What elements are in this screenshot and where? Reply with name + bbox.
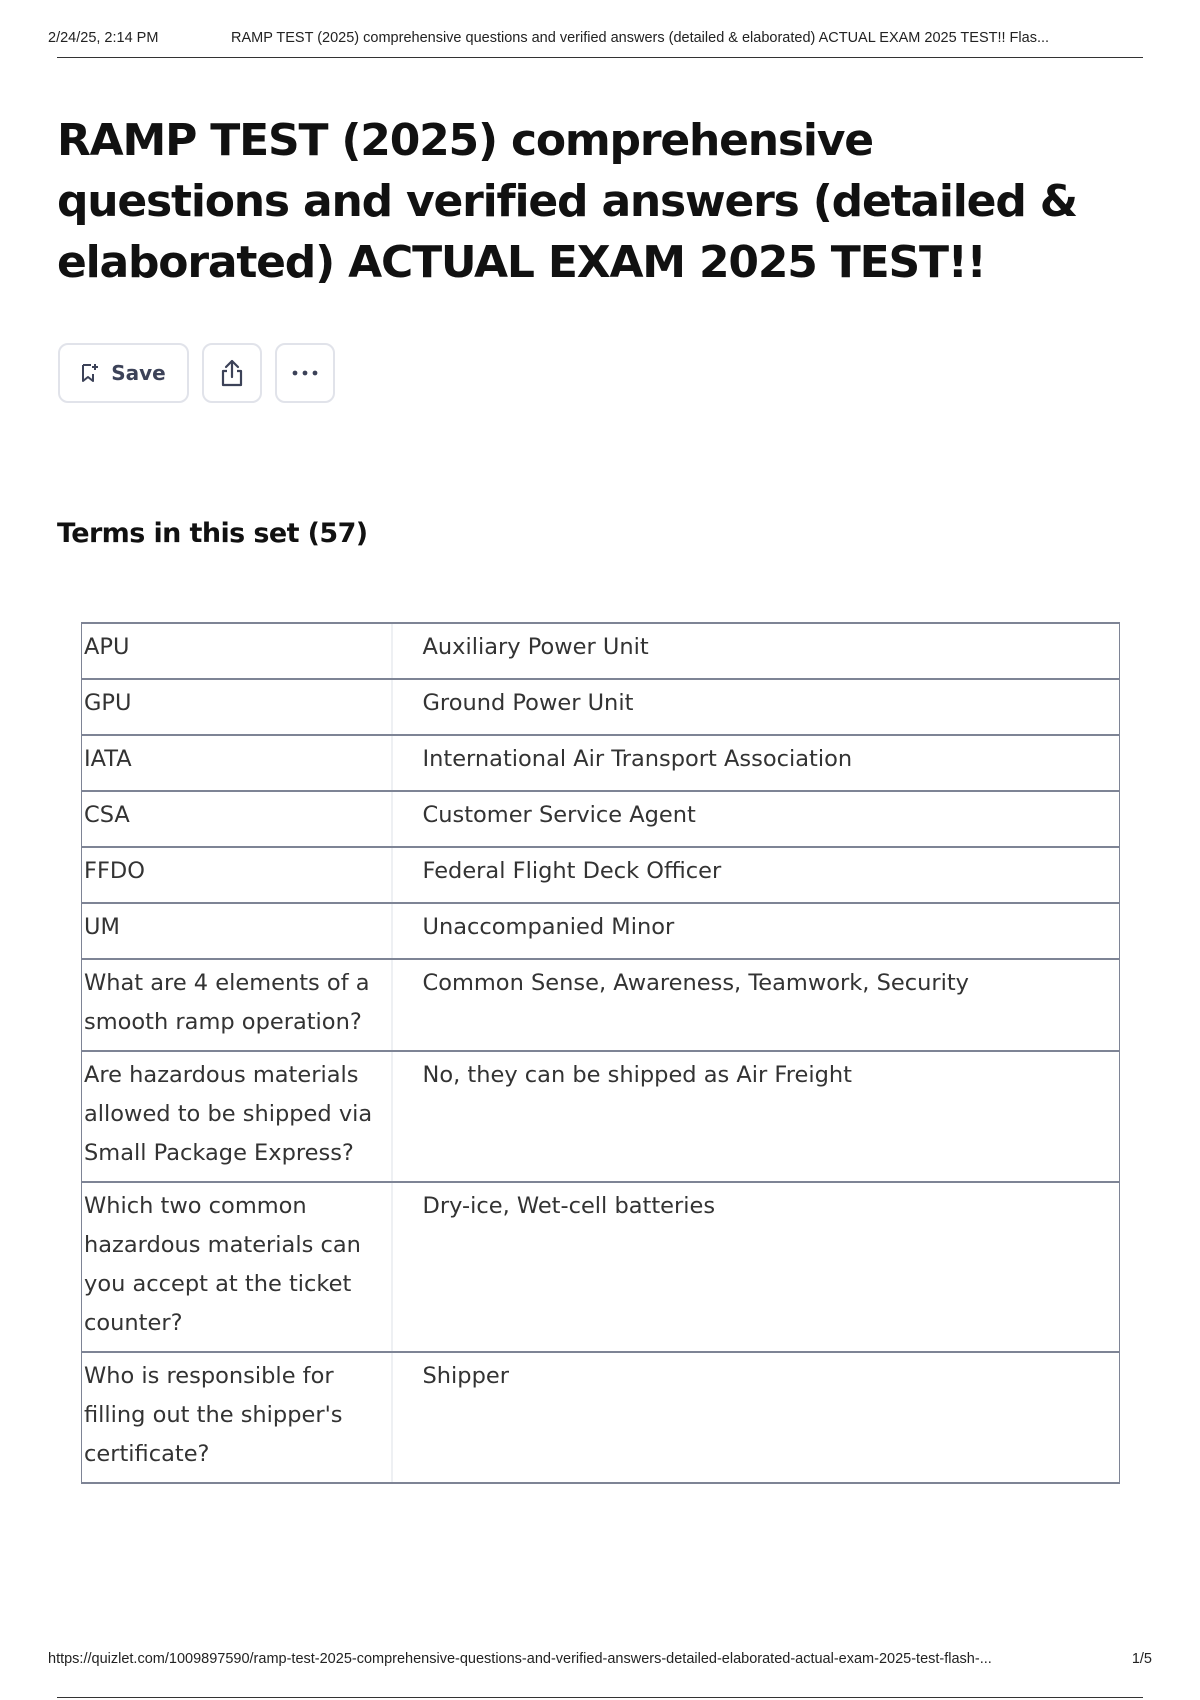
table-row — [82, 903, 1120, 959]
table-row — [82, 959, 1120, 1051]
term-cell: GPU — [82, 679, 392, 735]
definition-cell: Auxiliary Power Unit — [392, 623, 1120, 679]
term-cell: FFDO — [82, 847, 392, 903]
bookmark-plus-icon — [81, 363, 99, 383]
definition-cell: No, they can be shipped as Air Freight — [392, 1051, 1120, 1182]
term-cell: Which two common hazardous materials can you accept at the ticket counter? — [82, 1182, 392, 1352]
term-cell: CSA — [82, 791, 392, 847]
save-button[interactable] — [58, 343, 189, 403]
definition-cell: Dry-ice, Wet-cell batteries — [392, 1182, 1120, 1352]
more-button[interactable] — [275, 343, 335, 403]
table-row — [82, 735, 1120, 791]
footer-divider — [57, 1697, 1143, 1698]
share-icon — [218, 358, 246, 388]
definition-cell: Customer Service Agent — [392, 791, 1120, 847]
table-row — [82, 791, 1120, 847]
save-button-label: Save — [111, 361, 166, 385]
table-row — [82, 1352, 1120, 1483]
definition-cell: Shipper — [392, 1352, 1120, 1483]
table-row — [82, 623, 1120, 679]
share-button[interactable] — [202, 343, 262, 403]
term-cell: Are hazardous materials allowed to be shipped via Small Package Express? — [82, 1051, 392, 1182]
terms-count-heading: Terms in this set (57) — [57, 518, 368, 549]
action-bar — [58, 343, 348, 403]
table-row — [82, 1182, 1120, 1352]
more-horizontal-icon — [291, 369, 319, 377]
term-cell: UM — [82, 903, 392, 959]
term-cell: Who is responsible for filling out the shipper's certificate? — [82, 1352, 392, 1483]
table-row — [82, 847, 1120, 903]
definition-cell: Federal Flight Deck Officer — [392, 847, 1120, 903]
definition-cell: Unaccompanied Minor — [392, 903, 1120, 959]
definition-cell: Common Sense, Awareness, Teamwork, Security — [392, 959, 1120, 1051]
page-number: 1/5 — [1131, 1651, 1152, 1667]
table-row — [82, 679, 1120, 735]
print-date: 2/24/25, 2:14 PM — [48, 30, 159, 46]
terms-table — [81, 622, 1120, 1484]
definition-cell: International Air Transport Association — [392, 735, 1120, 791]
print-doc-title: RAMP TEST (2025) comprehensive questions and verified answers (detailed & elaborated) ACTUAL EXAM 2025 TEST!! Flas... — [231, 30, 1050, 46]
print-footer — [48, 1651, 1152, 1667]
header-divider — [57, 57, 1143, 58]
term-cell: APU — [82, 623, 392, 679]
print-url: https://quizlet.com/1009897590/ramp-test-2025-comprehensive-questions-and-verified-answers-detailed-elaborated-actual-exam-2025-test-flash-... — [48, 1651, 992, 1667]
print-header — [48, 30, 1146, 46]
definition-cell: Ground Power Unit — [392, 679, 1120, 735]
page-title: RAMP TEST (2025) comprehensive questions and verified answers (detailed & elaborated) ACTUAL EXAM 2025 TEST!! — [57, 115, 1077, 288]
term-cell: IATA — [82, 735, 392, 791]
table-row — [82, 1051, 1120, 1182]
term-cell: What are 4 elements of a smooth ramp operation? — [82, 959, 392, 1051]
